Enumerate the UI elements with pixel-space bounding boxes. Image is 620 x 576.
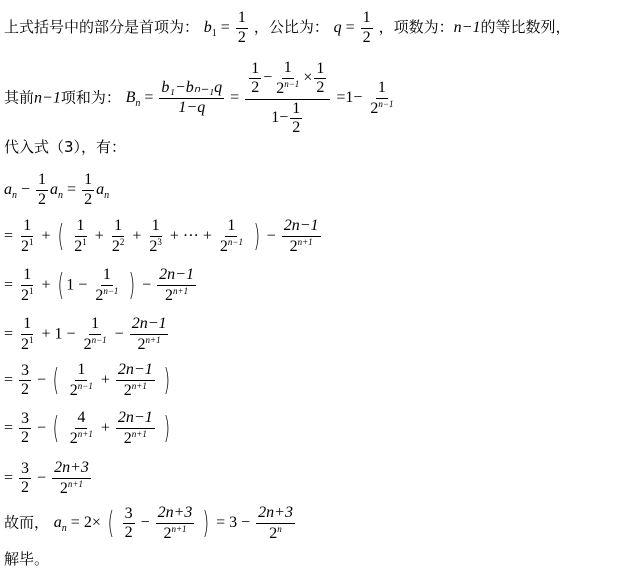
line-2 xyxy=(4,60,397,137)
line-1-n-minus-1: n−1 xyxy=(453,18,481,36)
line-1-suffix-b: 的等比数列， xyxy=(480,17,571,36)
q-expression: q = $\frac{1}{2}$ xyxy=(333,9,371,46)
b1-expression: $b_1$ = $\frac{1}{2}$ xyxy=(203,9,246,46)
ending: 解毕。 xyxy=(4,550,50,568)
step-6: = $\frac{3}{2}$ − $\frac{2n+3}{2^{n+1}}$ xyxy=(4,459,89,497)
conclusion-prefix: 故而， xyxy=(4,513,50,532)
b1-fraction: $\frac{1}{2}$ xyxy=(237,9,246,46)
line-2-mid: 项和为： xyxy=(60,88,121,107)
Bn-compound-fraction: $\frac{1}{2}$ − $\frac{1}{2^{n-1}}$ × $\frac{1}{2}$ 1− $\frac{1}{2}$ xyxy=(245,60,330,137)
Bn-fraction: $\frac{\text{b₁−bₙ₋₁q}}{1-q}$ xyxy=(161,79,223,117)
line-3 xyxy=(4,140,126,155)
substitute-text: 代入式（3），有： xyxy=(4,138,127,156)
line-1-prefix: 上式括号中的部分是首项为： xyxy=(4,17,200,36)
step-2: = $\frac{1}{2^1}$ + ( 1 − $\frac{1}{2^{n-1}}$ ) − $\frac{2n-1}{2^{n+1}}$ xyxy=(4,266,194,304)
line-1 xyxy=(4,10,570,47)
step-4: = $\frac{3}{2}$ − ( $\frac{1}{2^{n-1}}$ + $\frac{2n-1}{2^{n+1}}$ ) xyxy=(4,361,170,399)
step-1: = $\frac{1}{2^1}$ + ( $\frac{1}{2^1}$ + $\frac{1}{2^2}$ + $\frac{1}{2^3}$ + ··· + $\frac{1}{2^{n-1}}$ ) − $\frac{2n-1}{2^{n+1}}$ xyxy=(4,217,319,255)
step-3: = $\frac{1}{2^1}$ + 1 − $\frac{1}{2^{n-1}}$ − $\frac{2n-1}{2^{n+1}}$ xyxy=(4,315,167,353)
equation-main: $a_n$ − $\frac{1}{2}$ $a_n$ = $\frac{1}{2}$ $a_n$ xyxy=(4,171,110,208)
q-fraction: $\frac{1}{2}$ xyxy=(362,9,371,46)
line-2-prefix: 其前 xyxy=(4,88,35,107)
Bn-result-fraction: $\frac{1}{2^{n-1}}$ xyxy=(370,78,394,117)
line-1-suffix-a: ，项数为： xyxy=(378,17,454,36)
line-2-n-minus-1: n−1 xyxy=(34,89,61,107)
Bn-result-prefix: =1− xyxy=(336,89,363,107)
conclusion: 故而， $a_n = 2\times$ ( $\frac{3}{2}$ − $\frac{2n+3}{2^{n+1}}$ ) = 3 − $\frac{2n+3}{2^n}$ xyxy=(4,504,293,542)
Bn-expression: $B_n$ = $\frac{\text{b₁−bₙ₋₁q}}{1-q}$ = $\frac{1}{2}$ − $\frac{1}{2^{n-1}}$ × $\frac{1}{2}$ 1− $\frac{1}{2}$ =1− $\frac{1}{2^{n-1}}$ xyxy=(125,59,394,137)
line-1-mid: ，公比为： xyxy=(253,17,329,36)
step-5: = $\frac{3}{2}$ − ( $\frac{4}{2^{n+1}}$ + $\frac{2n-1}{2^{n+1}}$ ) xyxy=(4,409,170,447)
